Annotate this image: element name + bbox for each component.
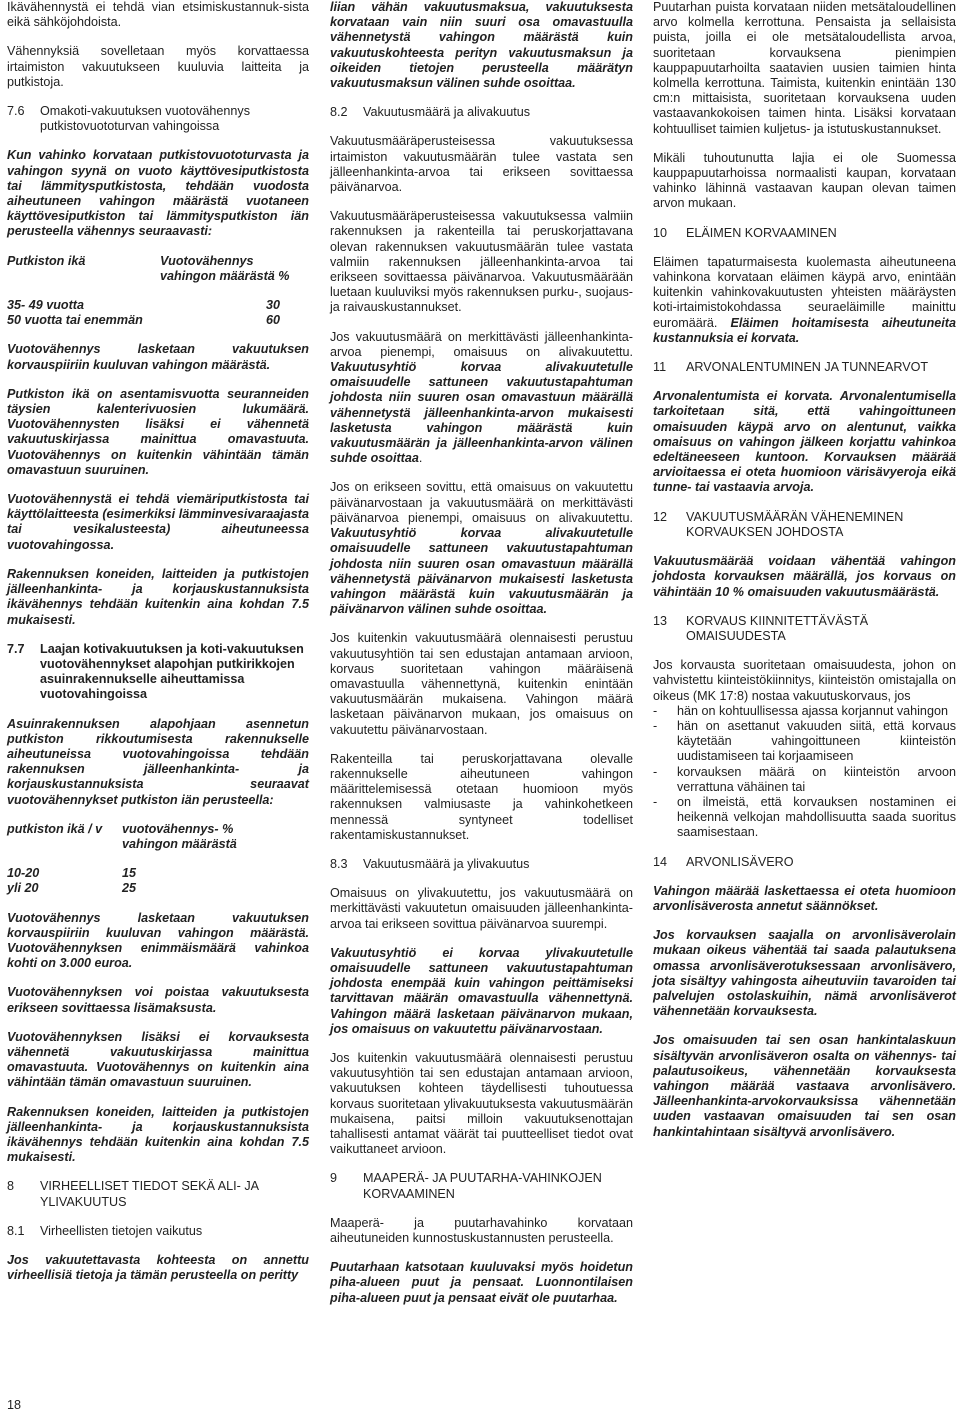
paragraph: liian vähän vakuutusmaksua, vakuutuksesta korvataan vain niin suuri osa omavastuulla vähennetystä vahingon määrästä kuin vakuutuskohteesta perityn vakuutusmaksun ja oikeiden tietojen perusteella määrätyn vakuutusmaksun välinen suhde osoittaa.: [330, 0, 633, 91]
section-heading-13: [653, 614, 956, 644]
list-dash: -: [653, 703, 658, 718]
text-run: Jos vakuutusmäärä on merkittävästi jälleenhankinta-arvoa pienempi, omaisuus on alivakuutettu.: [330, 329, 633, 359]
paragraph: Jos korvausta suoritetaan omaisuudesta, johon on vahvistettu kiinteistökiinnitys, kiinteistön omistajalla on oikeus (MK 17:8) nostaa vakuutuskorvaus, jos: [653, 658, 956, 703]
list-dash: -: [653, 764, 658, 779]
paragraph: Vakuutusyhtiö ei korvaa ylivakuutetulle omaisuudelle sattuneen vakuutustapahtuman johdosta enempää kuin vahingon peittämiseksi tarvittavan määrän omavastuulla vähennettynä. Vahingon määrä lasketaan päivänarvon mukaan, jos omaisuus on vakuutettu päivänarvostaan.: [330, 945, 633, 1036]
paragraph: Vähennyksiä sovelletaan myös korvattaessa irtaimiston vakuutukseen kuuluvia laitteita ja putkistoja.: [7, 44, 309, 89]
paragraph: Asuinrakennuksen alapohjaan asennetun putkiston rikkoutumisesta rakennukselle aiheutuneissa vuotovahingoissa tehdään rakennuksen jälleenhankinta- ja korjauskustannuksista seuraavat vuotovähennykset putkiston iän perusteella:: [7, 716, 309, 807]
table-row: [7, 881, 309, 896]
section-heading-8-1: [7, 1224, 309, 1239]
section-number: 13: [653, 613, 668, 628]
text-run: Vakuutusyhtiö korvaa alivakuutetulle omaisuudelle sattuneen vakuutustapahtuman johdosta niin suuren osan omavastuun määrällä vähennetystä jälleenhankinta-arvon mukaisesti lasketusta vahingon määrästä kuin vakuutusmäärän ja jälleenhankinta-arvon välinen suhde osoittaa: [330, 360, 633, 466]
section-number: 14: [653, 854, 668, 869]
list-dash: -: [653, 794, 658, 809]
section-title: VIRHEELLISET TIEDOT SEKÄ ALI- JA YLIVAKUUTUS: [40, 1179, 259, 1209]
paragraph: Rakennuksen koneiden, laitteiden ja putkistojen jälleenhankinta- ja korjauskustannuksista ikävähennys tehdään kuitenkin aina kohdan 7.5 mukaisesti.: [7, 566, 309, 627]
text-run: Jos on erikseen sovittu, että omaisuus on vakuutettu päivänarvostaan ja vakuutusmäärä on merkittävästi päivänarvoa pienempi, omaisuus on alivakuutettu.: [330, 480, 633, 525]
section-heading-14: [653, 855, 956, 870]
table-row: [7, 298, 309, 313]
section-title: MAAPERÄ- JA PUUTARHA-VAHINKOJEN KORVAAMINEN: [363, 1171, 602, 1201]
table-header: [7, 822, 309, 852]
table-row: [7, 866, 309, 881]
column-1: [7, 0, 309, 1297]
text-run: .: [418, 451, 423, 466]
list-item-text: hän on asettanut vakuuden siitä, että korvaus käytetään vahingoittuneen kiinteistön uudistamiseen tai korjaamiseen: [677, 718, 956, 764]
text-run: Eläimen tapaturmaisesta kuolemasta aiheutuneena vahinkona korvataan eläimen käypä arvo, enintään kuitenkin vahinkovakuutusten yhteisten määräysten koti-irtaimistokohdassa seuraeläimille mainittu euromäärä.: [653, 254, 956, 330]
list-item-text: hän on kohtuullisessa ajassa korjannut vahingon: [677, 703, 948, 718]
paragraph: [330, 330, 633, 467]
section-number: 9: [330, 1171, 338, 1186]
table-cell: 50 vuotta tai enemmän: [7, 313, 143, 328]
section-title: VAKUUTUSMÄÄRÄN VÄHENEMINEN KORVAUKSEN JOHDOSTA: [686, 509, 904, 539]
paragraph: Jos korvauksen saajalla on arvonlisäverolain mukaan oikeus vähentää tai saada palautuksena omassa arvonlisäverotuksessaan arvonlisävero, jota sisältyy vahingosta aiheutuviin tavaroiden tai palvelujen ostolaskuihin, nämä arvonlisäverot vähennetään korvauksesta.: [653, 928, 956, 1019]
section-title: Virheellisten tietojen vaikutus: [40, 1223, 203, 1238]
table-header-cell: Vuotovähennys vahingon määrästä %: [160, 253, 290, 283]
paragraph: Vahingon määrää laskettaessa ei oteta huomioon arvonlisäverosta annetut säännökset.: [653, 883, 956, 913]
section-number: 10: [653, 225, 668, 240]
list-item: [653, 719, 956, 765]
section-number: 8.2: [330, 105, 348, 120]
table-cell: 30: [265, 298, 280, 313]
paragraph: Vuotovähennystä ei tehdä viemäriputkistosta tai käyttölaitteesta (esimerkiksi lämminvesivaraajasta tai vesikalusteesta) aiheutuneessa vuotovahingossa.: [7, 492, 309, 552]
column-2: [330, 0, 633, 1320]
paragraph: Vuotovähennys lasketaan vakuutuksen korvauspiiriin kuuluvan vahingon määrästä. Vuotovähennyksen enimmäismäärä vahinkoa kohti on 3.000 euroa.: [7, 910, 309, 971]
text-run: Eläimen hoitamisesta aiheutuneita kustannuksia ei korvata.: [653, 315, 956, 345]
paragraph: Jos omaisuuden tai sen osan hankintalaskuun sisältyvän arvonlisäveron osalta on vähennys- tai palautusoikeus, vähennetään korvauksesta vahingon määrää vastaava arvonlisävero. Jälleenhankinta-arvokorvauksissa vähennetään uuden vastaavan omaisuuden tai sen osan hankintahintaan sisältyvä arvonlisävero.: [653, 1033, 956, 1139]
table-cell: 25: [122, 881, 137, 896]
table-cell: 10-20: [7, 866, 40, 881]
paragraph: Vakuutusmääräperusteisessa vakuutuksessa valmiin rakennuksen ja rakenteilla tai peruskorjattavana olevan rakennuksen vakuutusmäärän tulee vastata valmiin rakennuksen jälleenhankinta-arvoa tai erikseen sovittaessa päivänarvoa. Vakuutusmäärään luetaan kuuluviksi myös rakennuksen purku-, suojaus- ja raivauskustannukset.: [330, 209, 633, 315]
paragraph: Ikävähennystä ei tehdä vian etsimiskustannuk-sista eikä sähköjohdoista.: [7, 0, 309, 30]
paragraph: Vakuutusmäärää voidaan vähentää vahingon johdosta korvauksen määrällä, jos korvaus on vähintään 10 % omaisuuden vakuutusmäärästä.: [653, 554, 956, 599]
table-cell: yli 20: [7, 881, 39, 896]
condition-list: [653, 704, 956, 841]
section-heading-10: [653, 226, 956, 241]
table-header-cell: Putkiston ikä: [7, 253, 86, 268]
section-heading-7-6: [7, 104, 309, 134]
section-title: Vakuutusmäärä ja ylivakuutus: [363, 856, 530, 871]
section-number: 12: [653, 509, 668, 524]
section-title: ARVONALENTUMINEN JA TUNNEARVOT: [686, 360, 929, 375]
list-item-text: korvauksen määrä on kiinteistön arvoon verrattuna vähäinen tai: [677, 764, 956, 794]
table-cell: 35- 49 vuotta: [7, 298, 84, 313]
paragraph: Puutarhan puista korvataan niiden metsätaloudellinen arvo kolmella kerrottuna. Pensaista ja sellaisista puista, joilla ei ole metsätaloudellista arvoa, suoritetaan korvauksena pienimpien kauppapuutarhoilta saatavien uusien taimien hinta kolmella kerrottuna. Taimista, kuitenkin enintään 130 cm:n mittaisista, suoritetaan korvauksena uuden vastaavankokoisen taimen hinta. Lisäksi korvataan kohtuulliset taimien kuljetus- ja istutuskustannukset.: [653, 0, 956, 136]
list-item: [653, 795, 956, 841]
list-item-text: on ilmeistä, että korvauksen nostaminen ei heikennä velkojan mahdollisuutta saada suoritus saamisestaan.: [677, 794, 956, 840]
paragraph: Putkiston ikä on asentamisvuotta seuranneiden täysien kalenterivuosien lukumäärä. Vuotovähennysten lisäksi ei vähennetä vakuutuskirjassa mainittua omavastuuta. Vuotovähennys on kuitenkin vähintään tämän omavastuun suuruinen.: [7, 386, 309, 477]
section-heading-8-3: [330, 857, 633, 872]
table-cell: 15: [122, 866, 137, 881]
text-run: Vakuutusyhtiö korvaa alivakuutetulle omaisuudelle sattuneen vakuutustapahtuman johdosta niin suuren osan omavastuun määrällä vähennetystä päivänarvon mukaisesti lasketusta vahingon määrästä kuin vakuutusmäärän ja päivänarvon välinen suhde osoittaa.: [330, 526, 633, 617]
age-table-1: [7, 254, 309, 329]
page-number: 18: [7, 1398, 22, 1412]
paragraph: Vuotovähennyksen voi poistaa vakuutuksesta erikseen sovittaessa lisämaksusta.: [7, 985, 309, 1015]
section-number: 8.3: [330, 856, 348, 871]
paragraph: Omaisuus on ylivakuutettu, jos vakuutusmäärä on merkittävästi vakuutetun omaisuuden jälleenhankinta-arvoa tai erikseen sovittua päivänarvoa suurempi.: [330, 886, 633, 931]
paragraph: Kun vahinko korvataan putkistovuototurvasta ja vahingon syynä on vuoto käyttövesiputkistosta tai lämmitysputkistosta, tehdään vuodosta aiheutuneen vahingon määrästä vuotaneen käyttövesiputkiston tai lämmitysputkiston iän perusteella vähennys seuraavasti:: [7, 148, 309, 239]
section-title: KORVAUS KIINNITETTÄVÄSTÄ OMAISUUDESTA: [686, 613, 869, 643]
table-row: [7, 313, 309, 328]
section-number: 7.6: [7, 104, 25, 119]
section-heading-8-2: [330, 105, 633, 120]
paragraph: [653, 255, 956, 346]
section-title: ARVONLISÄVERO: [686, 854, 794, 869]
section-heading-9: [330, 1171, 633, 1201]
list-item: [653, 765, 956, 795]
section-number: 7.7: [7, 641, 25, 656]
paragraph: Vuotovähennyksen lisäksi ei korvauksesta vähennetä vakuutuskirjassa mainittua omavastuuta. Vuotovähennys on kuitenkin aina vähintään tämän omavastuun suuruinen.: [7, 1029, 309, 1090]
paragraph: [330, 480, 633, 617]
section-heading-7-7: [7, 642, 309, 703]
section-title: ELÄIMEN KORVAAMINEN: [686, 225, 837, 240]
table-cell: 60: [265, 313, 280, 328]
section-heading-12: [653, 510, 956, 540]
table-header-cell: putkiston ikä / v: [7, 821, 103, 836]
table-header: [7, 254, 309, 284]
section-number: 11: [653, 360, 667, 375]
paragraph: Vakuutusmääräperusteisessa vakuutuksessa irtaimiston vakuutusmäärän tulee vastata sen jälleenhankinta-arvoa tai erikseen sovittaessa päivänarvoa.: [330, 134, 633, 195]
section-heading-8: [7, 1179, 309, 1209]
paragraph: Maaperä- ja puutarhavahinko korvataan aiheutuneiden kunnostuskustannusten perusteella.: [330, 1215, 633, 1246]
section-title: Vakuutusmäärä ja alivakuutus: [363, 105, 531, 120]
age-table-2: [7, 822, 309, 897]
table-header-cell: vuotovähennys- % vahingon määrästä: [122, 821, 237, 851]
paragraph: Jos vakuutettavasta kohteesta on annettu virheellisiä tietoja ja tämän perusteella on peritty: [7, 1253, 309, 1283]
section-heading-11: [653, 360, 956, 375]
paragraph: Rakennuksen koneiden, laitteiden ja putkistojen jälleenhankinta- ja korjauskustannuksista ikävähennys tehdään kuitenkin aina kohdan 7.5 mukaisesti.: [7, 1104, 309, 1165]
paragraph: Arvonalentumista ei korvata. Arvonalentumisella tarkoitetaan sitä, että vahingoittuneen omaisuuden käypä arvo on alentunut, vaikka omaisuus on vahingon jälkeen korjattu vahinkoa edeltäneeseen kuntoon. Korvauksen määrää arvioitaessa ei oteta huomioon värisävyeroja eikä tunne- tai vastaavia arvoja.: [653, 389, 956, 495]
paragraph: Rakenteilla tai peruskorjattavana olevalle rakennukselle aiheutuneen vahingon määrittelemisessä otetaan huomioon myös rakennuksen valmiusaste ja vahinkohetkeen mennessä syntyneet todelliset rakentamiskustannukset.: [330, 751, 633, 842]
paragraph: Jos kuitenkin vakuutusmäärä olennaisesti perustuu vakuutusyhtiön tai sen edustajan antamaan arvioon, korvaus suoritetaan vahingon määräisenä omavastuulla vähennettynä, kuitenkin enintään vakuutusmäärän mukaisena. Vahingon määrä lasketaan päivänarvon mukaan, jos omaisuus on vakuutettu päivänarvostaan.: [330, 631, 633, 737]
section-title: Laajan kotivakuutuksen ja koti-vakuutuksen vuotovähennykset alapohjan putkirikkojen asuinrakennukselle aiheuttamissa vuotovahingoissa: [40, 641, 304, 702]
section-number: 8: [7, 1179, 15, 1194]
paragraph: Puutarhaan katsotaan kuuluvaksi myös hoidetun piha-alueen puut ja pensaat. Luonnontilaisen piha-alueen puut ja pensaat eivät ole puutarhaa.: [330, 1260, 633, 1305]
list-item: [653, 704, 956, 719]
list-dash: -: [653, 718, 658, 733]
section-title: Omakoti-vakuutuksen vuotovähennys putkistovuototurvan vahingoissa: [40, 104, 251, 134]
paragraph: Vuotovähennys lasketaan vakuutuksen korvauspiiriin kuuluvan vahingon määrästä.: [7, 342, 309, 372]
paragraph: Mikäli tuhoutunutta lajia ei ole Suomessa kauppapuutarhoissa normaalisti kaupan, korvataan vahinko lähinnä vastaavan kaupan olevan taimen arvon mukaan.: [653, 150, 956, 211]
column-3: [653, 0, 956, 1154]
section-number: 8.1: [7, 1223, 25, 1238]
paragraph: Jos kuitenkin vakuutusmäärä olennaisesti perustuu vakuutusyhtiön tai sen edustajan antamaan arvioon, vakuutuksen kohteen täydellisesti tuhoutuessa korvaus suoritetaan ylivakuutuksesta vakuutusmäärän mukaisena, paitsi milloin vakuutuksenottajan tahallisesti antamat väärät tai puutteelliset tiedot ovat vaikuttaneet arvioon.: [330, 1050, 633, 1157]
